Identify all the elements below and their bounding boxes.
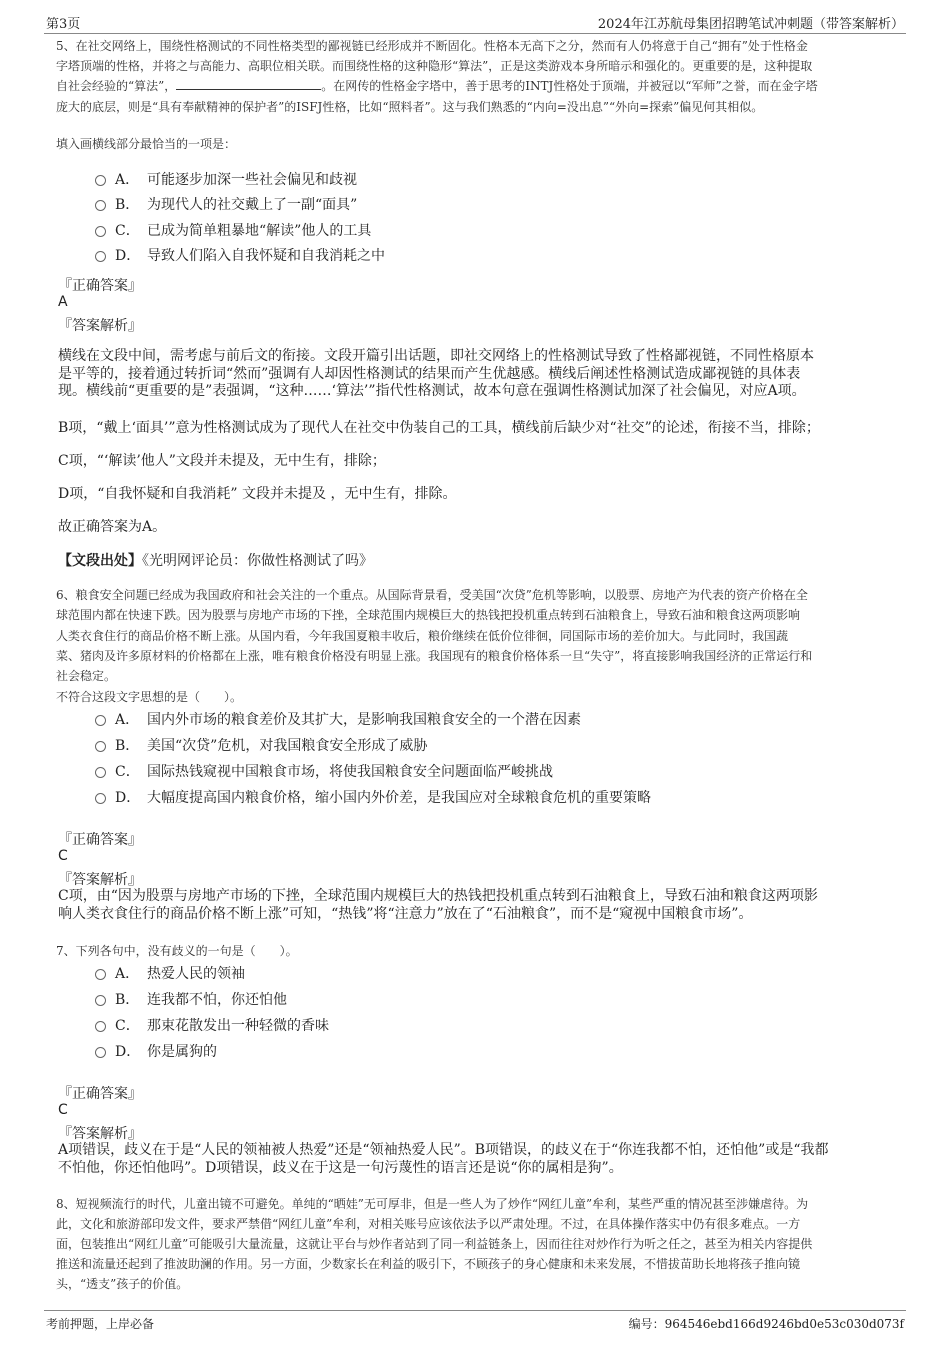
q6-answer-label: 『正确答案』 [58,832,142,848]
option-letter: B． [115,992,140,1008]
q7-option-a[interactable] [95,963,245,983]
q7-analysis-label: 『答案解析』 [58,1126,142,1142]
q5-line-3b: 。在网传的性格金字塔中，善于思考的INTJ性格处于顶端，并被冠以“军师”之誉，而在金字塔 [321,79,818,93]
q5-explanation-b: B项，“戴上‘面具’”意为性格测试成为了现代人在社交中伪装自己的工具，横线前后缺少对“社交”的论述，衔接不当，排除； [58,420,820,436]
q8-line-3: 面，包装推出“网红儿童”可能吸引大量流量，这就让平台与炒作者站到了同一利益链条上，因而往往对炒作行为听之任之，甚至为相关内容提供 [56,1237,813,1251]
option-text: 美国“次贷”危机，对我国粮食安全形成了威胁 [147,738,428,754]
q6-explanation [58,888,892,923]
q5-line-3a: 自社会经验的“算法”， [56,79,177,93]
radio-icon[interactable] [95,969,106,980]
q6-analysis-label: 『答案解析』 [58,872,142,888]
radio-icon[interactable] [95,1047,106,1058]
radio-icon[interactable] [95,995,106,1006]
option-text: 你是属狗的 [147,1044,217,1060]
q5-option-b[interactable] [95,194,357,214]
q8-line-1: 8、短视频流行的时代，儿童出镜不可避免。单纯的“晒娃”无可厚非，但是一些人为了炒作“网红儿童”牟利，某些严重的情况甚至涉嫌虐待。为 [56,1197,809,1211]
option-text: 国际热钱窥视中国粮食市场，将使我国粮食安全问题面临严峻挑战 [147,764,553,780]
option-letter: A． [115,966,140,982]
q6-option-c[interactable] [95,761,553,781]
option-text: 导致人们陷入自我怀疑和自我消耗之中 [147,248,385,264]
q6-line-1: 6、粮食安全问题已经成为我国政府和社会关注的一个重点。从国际背景看，受美国“次贷”危机等影响，以股票、房地产为代表的资产价格在全 [56,588,808,602]
exp-line: 是平等的，接着通过转折词“然而”强调有人却因性格测试的结果而产生优越感。横线后阐述性格测试造成鄙视链的具体表 [58,365,801,382]
option-letter: A． [115,712,140,728]
q6-line-3: 人类衣食住行的商品价格不断上涨。从国内看，今年我国夏粮丰收后，粮价继续在低价位徘徊，同国际市场的差价加大。与此同时，我国蔬 [56,629,789,643]
q5-prompt: 填入画横线部分最恰当的一项是： [56,137,237,151]
document-id: 编号：964546ebd166d9246bd0e53c030d073f [628,1317,904,1331]
option-text: 可能逐步加深一些社会偏见和歧视 [147,172,357,188]
q5-answer-label: 『正确答案』 [58,278,142,294]
exp-line: C项，由“因为股票与房地产市场的下挫，全球范围内规模巨大的热钱把投机重点转到石油粮食上，导致石油和粮食这两项影 [58,888,818,904]
q7-explanation [58,1142,892,1177]
q6-option-b[interactable] [95,735,427,755]
q6-line-4: 菜、猪肉及许多原材料的价格都在上涨，唯有粮食价格没有明显上涨。我国现有的粮食价格体系一旦“失守”，将直接影响我国经济的正常运行和 [56,649,813,663]
exp-line: 不怕他，你还怕他吗”。D项错误，歧义在于这是一句污蔑性的语言还是说“你的属相是狗”。 [58,1159,623,1176]
header-divider [44,33,906,34]
option-text: 为现代人的社交戴上了一副“面具” [147,197,358,213]
q5-option-d[interactable] [95,245,385,265]
radio-icon[interactable] [95,251,106,262]
q7-answer-label: 『正确答案』 [58,1086,142,1102]
q6-prompt: 不符合这段文字思想的是（ ）。 [56,690,243,704]
option-letter: C． [115,764,140,780]
option-letter: D． [115,790,141,806]
radio-icon[interactable] [95,793,106,804]
option-text: 已成为简单粗暴地“解读”他人的工具 [147,223,372,239]
option-text: 连我都不怕，你还怕他 [147,992,287,1008]
q7-option-b[interactable] [95,989,287,1009]
q7-option-c[interactable] [95,1015,329,1035]
source-label: 【文段出处】 [58,553,142,569]
q5-source [58,553,892,571]
radio-icon[interactable] [95,226,106,237]
q6-option-a[interactable] [95,709,581,729]
option-letter: B． [115,738,140,754]
option-text: 那束花散发出一种轻微的香味 [147,1018,329,1034]
option-letter: D． [115,1044,141,1060]
q5-explanation-d: D项，“自我怀疑和自我消耗” 文段并未提及 ，无中生有，排除。 [58,486,457,502]
q5-line-4: 庞大的底层，则是“具有奉献精神的保护者”的ISFJ性格，比如“照料者”。这与我们熟悉的“内向=没出息”“外向=探索”偏见何其相似。 [56,100,764,114]
q8-line-5: 头，“透支”孩子的价值。 [56,1277,189,1291]
q7-option-d[interactable] [95,1041,217,1061]
q6-option-d[interactable] [95,787,651,807]
q6-line-2: 球范围内都在快速下跌。因为股票与房地产市场的下挫，全球范围内规模巨大的热钱把投机重点转到石油粮食上，导致石油和粮食这两项影响 [56,608,801,622]
q5-option-a[interactable] [95,169,357,189]
q5-conclusion: 故正确答案为A。 [58,519,167,535]
radio-icon[interactable] [95,200,106,211]
option-letter: D． [115,248,141,264]
radio-icon[interactable] [95,1021,106,1032]
option-letter: C． [115,223,140,239]
radio-icon[interactable] [95,715,106,726]
page-number: 第3页 [46,17,81,32]
option-letter: C． [115,1018,140,1034]
q5-explanation-main [58,348,892,401]
exp-line: A项错误，歧义在于是“人民的领袖被人热爱”还是“领袖热爱人民”。B项错误，的歧义在于“你连我都不怕，还怕他”或是“我都 [58,1142,829,1158]
radio-icon[interactable] [95,175,106,186]
q6-line-5: 社会稳定。 [56,669,117,683]
option-letter: B． [115,197,140,213]
exp-line: 现。横线前“更重要的是”表强调，“这种……‘算法’”指代性格测试，故本句意在强调性格测试加深了社会偏见，对应A项。 [58,383,806,399]
q5-answer: A [58,294,68,310]
q8-line-2: 此，文化和旅游部印发文件，要求严禁借“网红儿童”牟利，对相关账号应该依法予以严肃处理。不过，在具体操作落实中仍有很多难点。一方 [56,1217,801,1231]
fill-blank-line [176,78,321,90]
radio-icon[interactable] [95,767,106,778]
q5-line-1: 5、在社交网络上，围绕性格测试的不同性格类型的鄙视链已经形成并不断固化。性格本无高下之分，然而有人仍将意于自己“拥有”处于性格金 [56,39,808,53]
source-title: 《光明网评论员：你做性格测试了吗》 [142,553,373,569]
option-text: 热爱人民的领袖 [147,966,245,982]
option-text: 国内外市场的粮食差价及其扩大，是影响我国粮食安全的一个潜在因素 [147,712,581,728]
q7-question: 7、下列各句中，没有歧义的一句是（ ）。 [56,944,298,958]
q5-option-c[interactable] [95,220,371,240]
footer-divider [44,1310,906,1311]
q8-line-4: 推送和流量还起到了推波助澜的作用。另一方面，少数家长在利益的吸引下，不顾孩子的身心健康和未来发展，不惜拔苗助长地将孩子推向镜 [56,1257,801,1271]
q6-answer: C [58,848,68,864]
q5-analysis-label: 『答案解析』 [58,318,142,334]
q5-line-2: 字塔顶端的性格，并将之与高能力、高职位相关联。而围绕性格的这种隐形“算法”，正是这类游戏本身所暗示和强化的。更重要的是，这种提取 [56,59,813,73]
document-title: 2024年江苏航母集团招聘笔试冲刺题（带答案解析） [597,17,904,32]
q5-explanation-c: C项，“‘解读’他人”文段并未提及，无中生有，排除； [58,453,386,469]
q5-line-3 [56,78,898,95]
option-letter: A． [115,172,140,188]
exp-line: 横线在文段中间，需考虑与前后文的衔接。文段开篇引出话题，即社交网络上的性格测试导致了性格鄙视链，不同性格原本 [58,348,814,364]
q7-answer: C [58,1102,68,1118]
footer-slogan: 考前押题，上岸必备 [46,1317,155,1331]
option-text: 大幅度提高国内粮食价格，缩小国内外价差，是我国应对全球粮食危机的重要策略 [147,790,651,806]
radio-icon[interactable] [95,741,106,752]
exp-line: 响人类衣食住行的商品价格不断上涨”可知，“热钱”将“注意力”放在了“石油粮食”，而不是“窥视中国粮食市场”。 [58,905,753,922]
